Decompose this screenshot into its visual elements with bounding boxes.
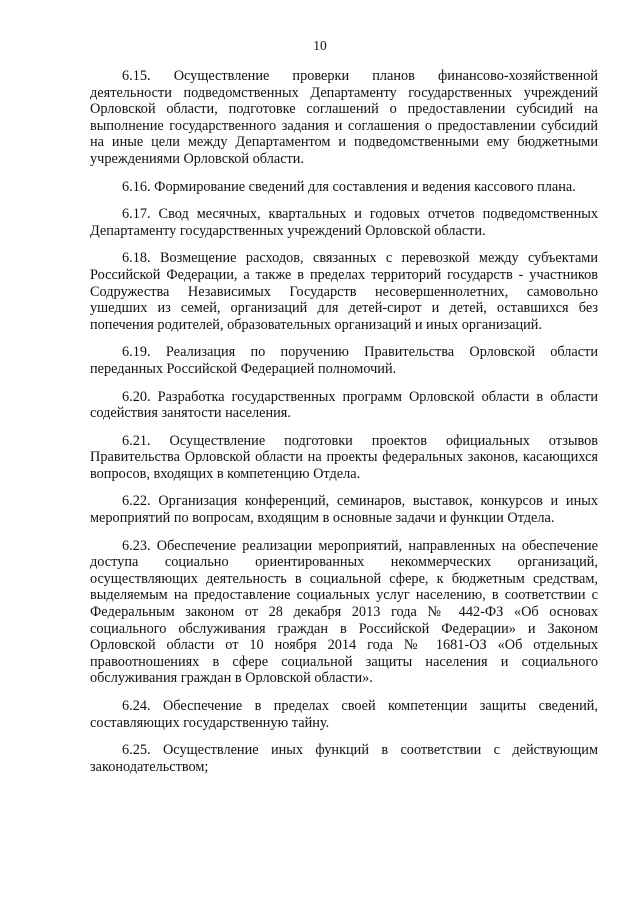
paragraph-6-24: 6.24. Обеспечение в пределах своей компетенции защиты сведений, составляющих государственную тайну.	[90, 698, 598, 731]
paragraph-6-15: 6.15. Осуществление проверки планов финансово-хозяйственной деятельности подведомственных Департаменту государственных учреждений Орловской области, подготовке соглашений о предоставлении субсидий на выполнение государственного задания и соглашения о предоставлении субсидий на иные цели между Департаментом и подведомственными ему бюджетными учреждениями Орловской области.	[90, 68, 598, 167]
paragraph-6-23: 6.23. Обеспечение реализации мероприятий, направленных на обеспечение доступа социально ориентированных некоммерческих организаций, осуществляющих деятельность в социальной сфере, к бюджетным средствам, выделяемым на предоставление социальных услуг населению, в соответствии с Федеральным законом от 28 декабря 2013 года № 442-ФЗ «Об основах социального обслуживания граждан в Российской Федерации» и Законом Орловской области от 10 ноября 2014 года № 1681-ОЗ «Об отдельных правоотношениях в сфере социальной защиты населения и социального обслуживания граждан в Орловской области».	[90, 537, 598, 687]
paragraph-6-22: 6.22. Организация конференций, семинаров, выставок, конкурсов и иных мероприятий по вопросам, входящим в основные задачи и функции Отдела.	[90, 493, 598, 527]
paragraph-6-16: 6.16. Формирование сведений для составления и ведения кассового плана.	[122, 178, 576, 195]
paragraph-6-25: 6.25. Осуществление иных функций в соответствии с действующим законодательством;	[90, 742, 598, 775]
paragraph-6-21: 6.21. Осуществление подготовки проектов официальных отзывов Правительства Орловской области на проекты федеральных законов, касающихся вопросов, входящих в компетенцию Отдела.	[90, 432, 598, 482]
paragraph-6-19: 6.19. Реализация по поручению Правительства Орловской области переданных Российской Федерацией полномочий.	[90, 344, 598, 377]
page-number: 10	[313, 38, 327, 53]
paragraph-6-20: 6.20. Разработка государственных программ Орловской области в области содействия занятости населения.	[90, 388, 598, 422]
document-body	[90, 68, 598, 786]
paragraph-6-17: 6.17. Свод месячных, квартальных и годовых отчетов подведомственных Департаменту государственных учреждений Орловской области.	[90, 206, 598, 239]
paragraph-6-18: 6.18. Возмещение расходов, связанных с перевозкой между субъектами Российской Федерации, а также в пределах территорий государств - участников Содружества Независимых Государств несовершеннолетних, самовольно ушедших из семей, организаций для детей-сирот и детей, оставшихся без попечения родителей, образовательных организаций и иных организаций.	[90, 250, 598, 333]
